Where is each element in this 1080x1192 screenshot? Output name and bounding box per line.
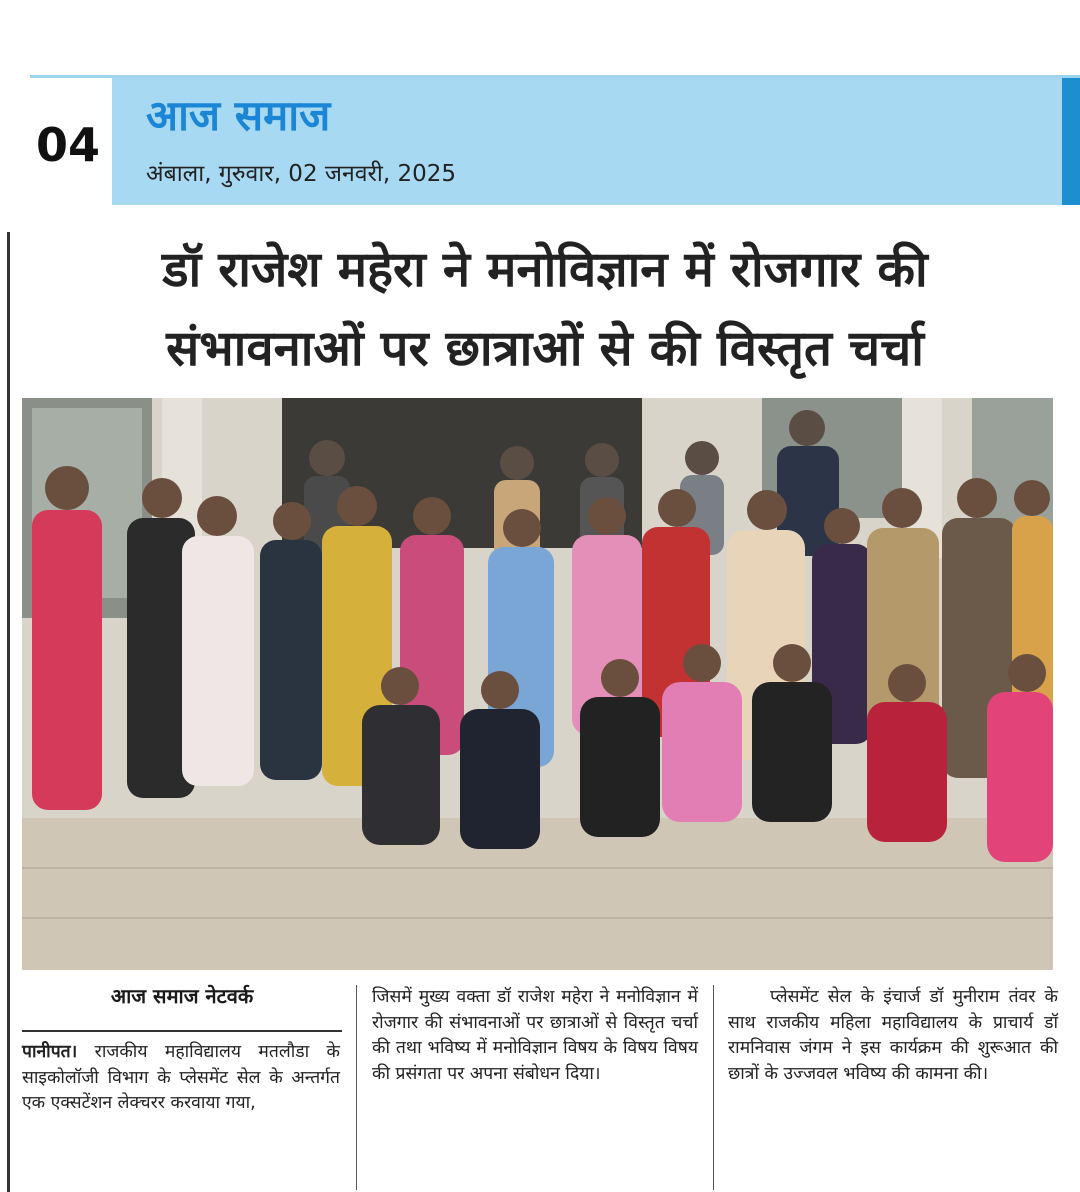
headline-line-2: संभावनाओं पर छात्राओं से की विस्तृत चर्चा	[166, 320, 924, 377]
group-photo-illustration	[22, 398, 1053, 970]
left-margin-rule	[7, 232, 10, 1192]
headline-line-1: डॉ राजेश महेरा ने मनोविज्ञान में रोजगार की	[162, 241, 928, 298]
byline-rule	[22, 1030, 342, 1032]
masthead-banner	[112, 78, 1062, 205]
masthead-accent-stripe	[1062, 78, 1080, 205]
column-divider-2	[713, 985, 714, 1190]
dateline: अंबाला, गुरुवार, 02 जनवरी, 2025	[146, 161, 457, 187]
column-1-text: राजकीय महाविद्यालय मतलौडा के साइकोलॉजी विभाग के प्लेसमेंट सेल के अन्तर्गत एक एक्सटेंशन लेक्चरर करवाया गया,	[22, 1042, 340, 1114]
article-column-3	[728, 985, 1058, 1088]
place-dateline: पानीपत।	[22, 1042, 78, 1062]
page-number: 04	[36, 118, 101, 172]
column-3-text: प्लेसमेंट सेल के इंचार्ज डॉ मुनीराम तंवर के साथ राजकीय महिला महाविद्यालय के प्राचार्य डॉ रामनिवास जंगम ने इस कार्यक्रम की शुरूआत की छात्रों के उज्जवल भविष्य की कामना की।	[728, 987, 1058, 1085]
group-photo	[22, 398, 1053, 970]
article-headline	[20, 230, 1070, 388]
newspaper-name: आज समाज	[146, 91, 331, 140]
byline: आज समाज नेटवर्क	[110, 984, 254, 1008]
column-2-text: जिसमें मुख्य वक्ता डॉ राजेश महेरा ने मनोविज्ञान में रोजगार की संभावनाओं पर छात्राओं से विस्तृत चर्चा की तथा भविष्य में मनोविज्ञान विषय के विषय विषय की प्रसंगता पर अपना संबोधन दिया।	[372, 987, 698, 1085]
column-divider-1	[356, 985, 357, 1190]
article-column-2	[372, 985, 698, 1088]
article-column-1	[22, 1040, 340, 1117]
